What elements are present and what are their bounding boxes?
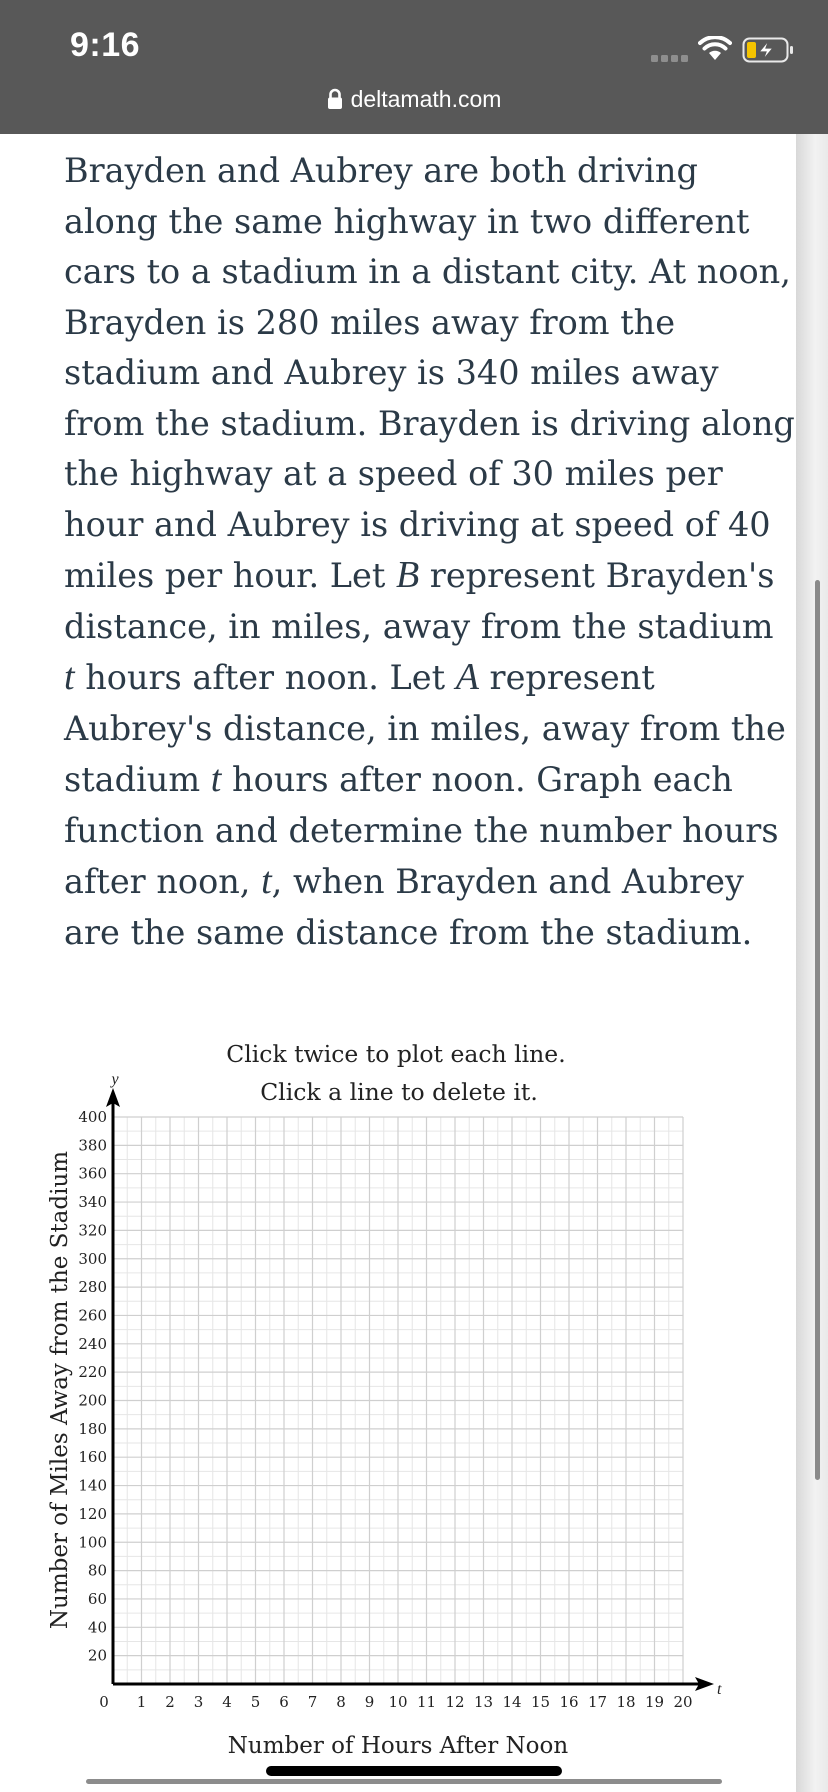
problem-text-segment: from the stadium. Brayden is driving along (64, 403, 795, 443)
problem-text-segment: stadium and Aubrey is 340 miles away (64, 353, 719, 392)
problem-text-segment: distance, in miles, away from the stadium (64, 606, 774, 646)
y-tick-label: 220 (78, 1363, 107, 1382)
problem-line (64, 298, 764, 349)
problem-text-segment: , when Brayden and Aubrey (271, 862, 744, 901)
x-tick-label: 18 (616, 1693, 636, 1711)
problem-text-segment: cars to a stadium in a distant city. At noon, (64, 252, 791, 291)
y-tick-label: 100 (78, 1533, 107, 1552)
x-tick-label: 9 (364, 1693, 375, 1711)
y-axis-title: Number of Miles Away from the Stadium (47, 1150, 73, 1630)
problem-line (64, 652, 764, 704)
x-tick-label: 15 (530, 1693, 551, 1711)
y-tick-label: 380 (78, 1136, 107, 1155)
problem-line (64, 197, 764, 248)
x-tick-label: 2 (165, 1693, 175, 1711)
problem-text-segment: hours after noon. Let (74, 658, 456, 697)
lock-icon (327, 88, 343, 110)
x-tick-label: 19 (644, 1693, 665, 1711)
x-tick-label: 16 (559, 1693, 579, 1711)
battery-charging-icon (742, 37, 794, 63)
x-tick-label: 6 (279, 1693, 289, 1711)
math-variable: B (395, 554, 420, 596)
problem-text-segment: function and determine the number hours (64, 810, 779, 850)
y-tick-label: 340 (78, 1193, 107, 1212)
problem-text-segment: Brayden and Aubrey are both driving (64, 151, 698, 190)
y-tick-label: 260 (78, 1306, 107, 1325)
origin-label: 0 (99, 1693, 109, 1711)
y-tick-label: 180 (78, 1419, 107, 1438)
x-tick-label: 1 (136, 1693, 147, 1711)
math-variable: t (261, 860, 272, 902)
problem-text-segment: hour and Aubrey is driving at speed of 40 (64, 504, 771, 544)
problem-text-segment: represent (478, 658, 655, 697)
problem-line (64, 908, 764, 959)
problem-line (64, 500, 771, 551)
problem-line (64, 806, 779, 857)
math-variable: t (64, 656, 75, 698)
problem-line (64, 146, 764, 197)
problem-line (64, 754, 764, 806)
y-tick-label: 160 (78, 1448, 107, 1467)
math-variable: A (455, 656, 479, 698)
graph-area[interactable] (0, 1020, 828, 1760)
y-tick-label: 60 (87, 1589, 107, 1608)
problem-line (64, 449, 764, 500)
problem-text-segment: stadium (64, 760, 211, 799)
status-bar (0, 0, 828, 134)
y-axis-letter: y (111, 1071, 119, 1088)
problem-text-segment: along the same highway in two different (64, 201, 750, 241)
problem-line (64, 550, 775, 602)
address-bar[interactable] (0, 86, 828, 120)
y-tick-label: 20 (87, 1646, 107, 1665)
problem-text-segment: Aubrey's distance, in miles, away from the (64, 708, 786, 748)
horizontal-scrollbar[interactable] (86, 1779, 722, 1784)
x-tick-label: 10 (388, 1693, 408, 1711)
signal-icon (651, 53, 691, 63)
problem-line (64, 247, 791, 298)
problem-text-segment: hours after noon. Graph each (221, 760, 733, 799)
math-variable: t (210, 758, 222, 800)
problem-text-segment: are the same distance from the stadium. (64, 912, 753, 952)
y-tick-label: 300 (78, 1249, 107, 1268)
problem-line (64, 602, 774, 653)
home-indicator[interactable] (266, 1766, 562, 1776)
x-tick-label: 20 (673, 1693, 693, 1711)
problem-line (64, 704, 786, 755)
x-tick-label: 11 (416, 1693, 437, 1711)
status-clock: 9:16 (70, 26, 141, 64)
y-tick-label: 320 (78, 1221, 107, 1240)
y-tick-label: 40 (87, 1618, 107, 1637)
url-text: deltamath.com (350, 86, 502, 112)
problem-text (64, 146, 795, 958)
x-axis-title: Number of Hours After Noon (227, 1733, 569, 1759)
y-tick-label: 200 (78, 1391, 107, 1410)
y-tick-label: 240 (78, 1334, 107, 1353)
y-tick-label: 140 (78, 1476, 107, 1495)
y-tick-label: 80 (87, 1561, 107, 1580)
problem-text-segment: the highway at a speed of 30 miles per (64, 454, 723, 493)
y-tick-label: 400 (78, 1108, 107, 1126)
problem-text-segment: miles per hour. Let (64, 556, 396, 595)
problem-line (64, 856, 764, 908)
x-tick-label: 3 (193, 1693, 204, 1711)
problem-line (64, 348, 764, 399)
x-tick-label: 4 (222, 1693, 232, 1711)
x-tick-label: 17 (587, 1693, 608, 1711)
problem-line (64, 399, 795, 450)
wifi-icon (698, 36, 732, 62)
x-tick-label: 8 (336, 1693, 346, 1711)
t-axis-letter: t (717, 1681, 722, 1698)
graph-instruction: Click twice to plot each line. (226, 1040, 566, 1068)
problem-text-segment: Brayden is 280 miles away from the (64, 302, 676, 342)
y-tick-label: 120 (78, 1504, 107, 1523)
x-tick-label: 12 (445, 1693, 465, 1711)
y-tick-label: 280 (78, 1278, 107, 1297)
x-tick-label: 13 (473, 1693, 494, 1711)
x-tick-label: 5 (250, 1693, 261, 1711)
problem-text-segment: after noon, (64, 862, 262, 901)
y-tick-label: 360 (78, 1164, 107, 1183)
problem-text-segment: represent Brayden's (419, 556, 775, 595)
x-tick-label: 7 (307, 1693, 318, 1711)
graph-instruction: Click a line to delete it. (260, 1078, 538, 1106)
x-tick-label: 14 (502, 1693, 522, 1711)
